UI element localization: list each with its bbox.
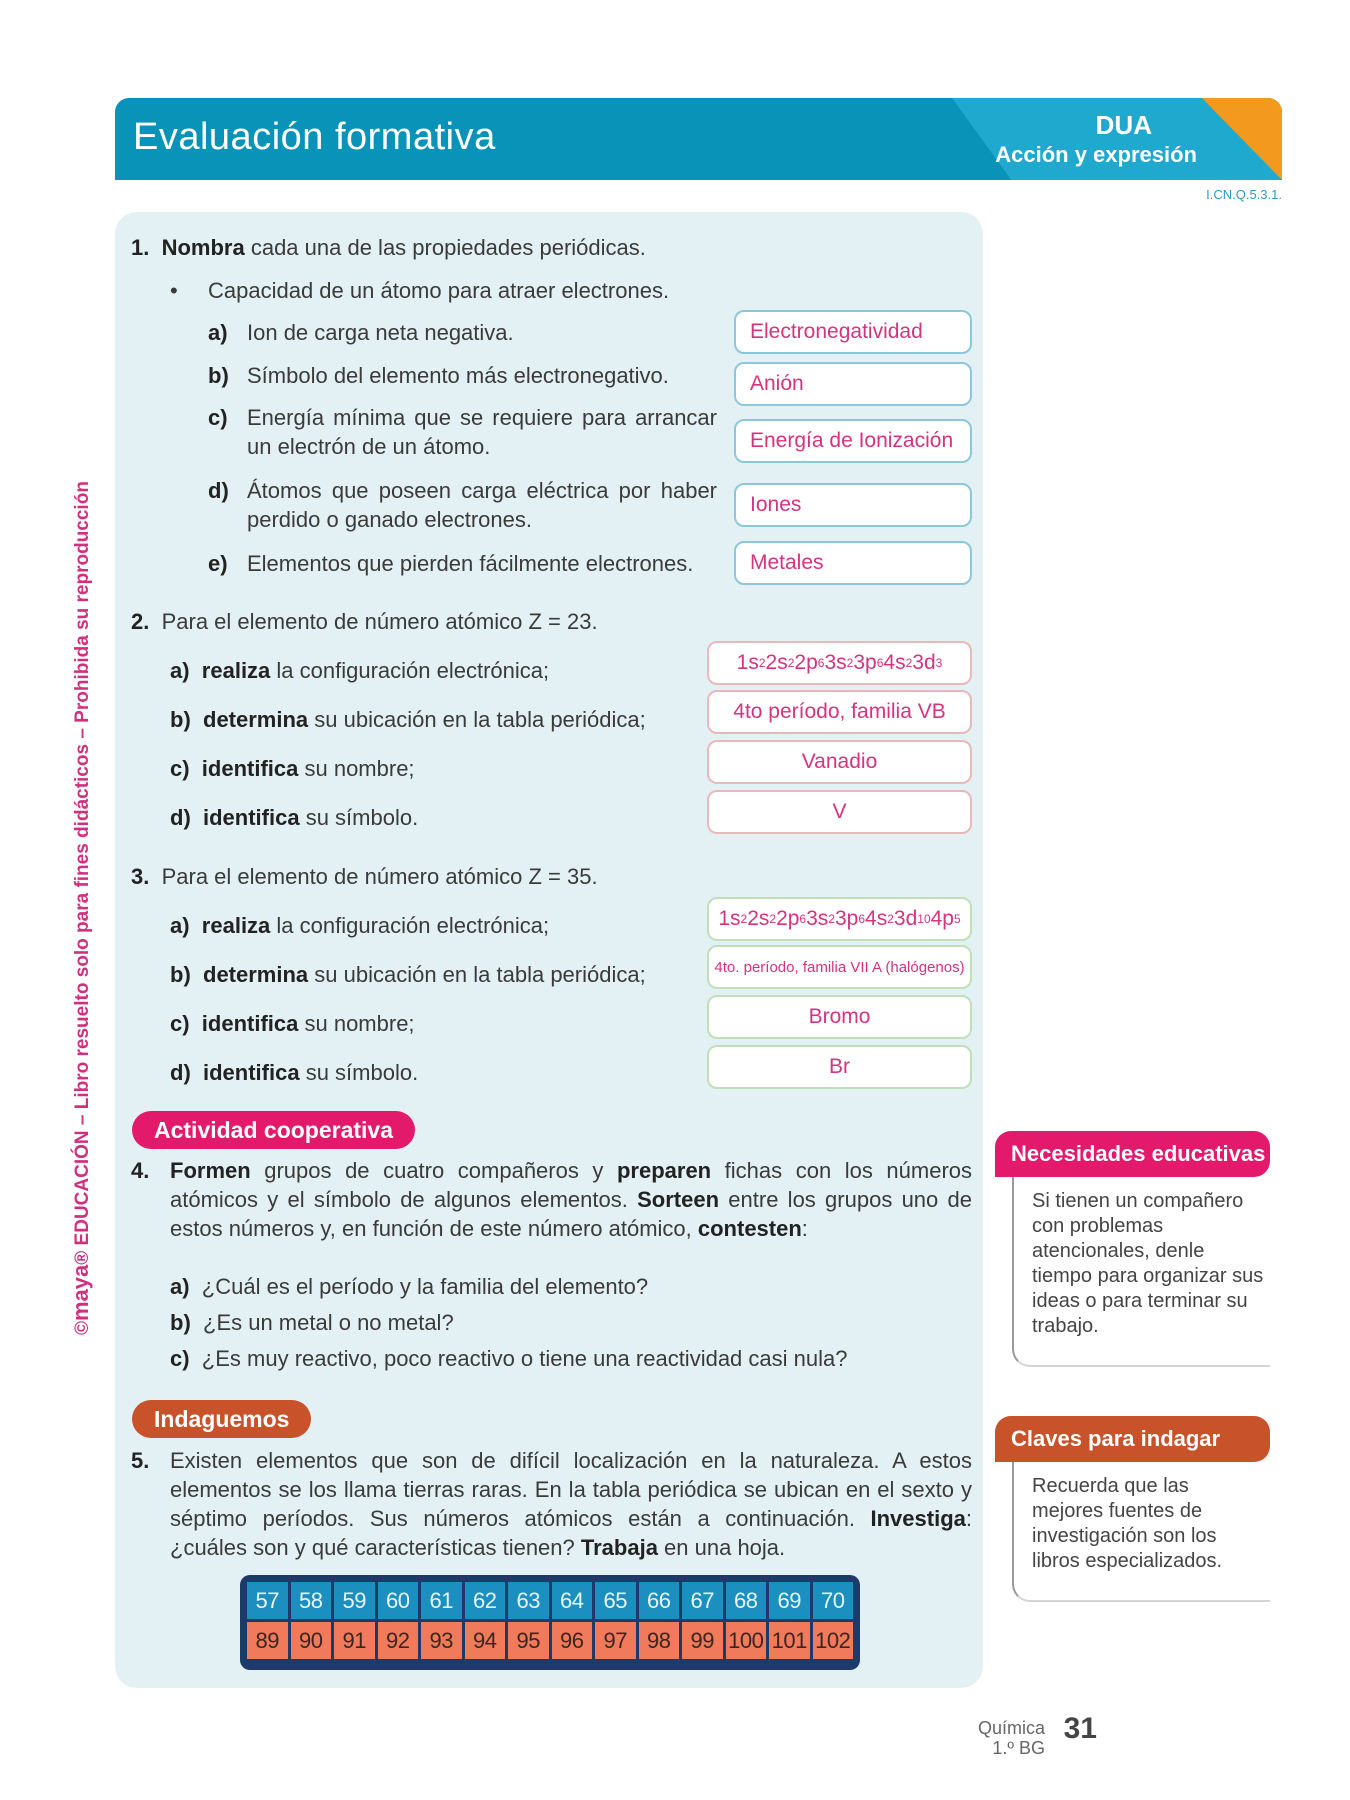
q1-item-c: Energía mínima que se requiere para arrancar un electrón de un átomo. xyxy=(247,405,717,459)
rare-earths-table xyxy=(240,1575,860,1670)
q2-item-a: a) realiza la configuración electrónica; xyxy=(170,658,550,683)
q1-item-d-letter: d) xyxy=(208,478,229,503)
table-cell: 96 xyxy=(552,1622,593,1659)
footer-subject xyxy=(978,1718,1045,1758)
table-cell: 59 xyxy=(334,1582,375,1619)
q2-item-b: b) determina su ubicación en la tabla periódica; xyxy=(170,707,646,732)
q1-bullet-text: Capacidad de un átomo para atraer electrones. xyxy=(208,278,670,303)
q4-item-b: b) ¿Es un metal o no metal? xyxy=(170,1310,454,1335)
table-cell: 65 xyxy=(595,1582,636,1619)
q1-answer-b[interactable]: Anión xyxy=(734,362,972,406)
necesidades-title: Necesidades educativas xyxy=(995,1131,1270,1177)
q3-intro: Para el elemento de número atómico Z = 35. xyxy=(161,864,598,889)
q1-item-e: Elementos que pierden fácilmente electrones. xyxy=(247,551,694,576)
q3-answer-config[interactable]: 1s 2 2s 2 2p 6 3s 2 3p 6 4s 2 3d 10 4p 5 xyxy=(707,897,972,941)
table-cell: 91 xyxy=(334,1622,375,1659)
q3-item-a: a) realiza la configuración electrónica; xyxy=(170,913,550,938)
copyright-vertical xyxy=(68,481,94,1335)
q1-answer-d[interactable]: Iones xyxy=(734,483,972,527)
table-cell: 89 xyxy=(247,1622,288,1659)
table-cell: 68 xyxy=(726,1582,767,1619)
q3-answer-name[interactable]: Bromo xyxy=(707,995,972,1039)
table-cell: 61 xyxy=(421,1582,462,1619)
table-cell: 60 xyxy=(378,1582,419,1619)
dua-subtitle: Acción y expresión xyxy=(995,142,1197,167)
table-cell: 66 xyxy=(639,1582,680,1619)
q4-item-c: c) ¿Es muy reactivo, poco reactivo o tiene una reactividad casi nula? xyxy=(170,1346,848,1371)
brand-name: maya xyxy=(68,1264,93,1321)
q3-answer-location[interactable]: 4to. período, familia VII A (halógenos) xyxy=(707,945,972,989)
table-cell: 63 xyxy=(508,1582,549,1619)
necesidades-body: Si tienen un compañero con problemas atencionales, denle tiempo para organizar sus ideas o para terminar su trabajo. xyxy=(1012,1177,1270,1367)
q1-item-e-letter: e) xyxy=(208,551,228,576)
header-bar xyxy=(115,98,1282,180)
table-cell: 93 xyxy=(421,1622,462,1659)
dua-title: DUA xyxy=(1095,110,1152,140)
table-cell: 101 xyxy=(769,1622,810,1659)
actinides-row xyxy=(247,1622,853,1659)
table-cell: 97 xyxy=(595,1622,636,1659)
claves-body: Recuerda que las mejores fuentes de investigación son los libros especializados. xyxy=(1012,1462,1270,1602)
table-cell: 57 xyxy=(247,1582,288,1619)
indaguemos-pill: Indaguemos xyxy=(132,1400,311,1438)
q4-number: 4. xyxy=(131,1158,150,1183)
q1-answer-e[interactable]: Metales xyxy=(734,541,972,585)
q2-answer-location[interactable]: 4to período, familia VB xyxy=(707,690,972,734)
copyright-text: ® EDUCACIÓN – Libro resuelto solo para fines didácticos – Prohibida su reproducción xyxy=(72,481,93,1265)
table-cell: 100 xyxy=(726,1622,767,1659)
table-cell: 92 xyxy=(378,1622,419,1659)
footer-subject-name: Química xyxy=(977,1718,1045,1738)
q3-item-d: d) identifica su símbolo. xyxy=(170,1060,419,1085)
q5-text: Existen elementos que son de difícil localización en la naturaleza. A estos elementos se los llama tierras raras. En la tabla periódica se ubican en el sexto y séptimo períodos. Sus números atómicos están a continuación. Investiga: ¿cuáles son y qué características tienen? Trabaja en una hoja. xyxy=(170,1448,972,1560)
page-number: 31 xyxy=(1063,1712,1097,1745)
q1-item-b: Símbolo del elemento más electronegativo. xyxy=(247,363,669,388)
q1-item-a: Ion de carga neta negativa. xyxy=(247,320,514,345)
table-cell: 58 xyxy=(291,1582,332,1619)
claves-title: Claves para indagar xyxy=(995,1416,1270,1462)
q5-number: 5. xyxy=(131,1448,150,1473)
q2-answer-symbol[interactable]: V xyxy=(707,790,972,834)
table-cell: 99 xyxy=(682,1622,723,1659)
q4-item-a: a) ¿Cuál es el período y la familia del elemento? xyxy=(170,1274,649,1299)
copyright-symbol: © xyxy=(72,1321,93,1335)
q1-item-b-letter: b) xyxy=(208,363,229,388)
table-cell: 64 xyxy=(552,1582,593,1619)
q1-number: 1. xyxy=(131,235,150,260)
q3-heading xyxy=(131,862,598,891)
q1-heading xyxy=(131,233,646,262)
q3-answer-symbol[interactable]: Br xyxy=(707,1045,972,1089)
q3-number: 3. xyxy=(131,864,150,889)
table-cell: 70 xyxy=(813,1582,854,1619)
skill-code: I.CN.Q.5.3.1. xyxy=(1206,187,1282,202)
q1-answer-a[interactable]: Electronegatividad xyxy=(734,310,972,354)
q2-item-d: d) identifica su símbolo. xyxy=(170,805,419,830)
q1-verb: Nombra xyxy=(161,235,245,260)
table-cell: 98 xyxy=(639,1622,680,1659)
q1-item-a-letter: a) xyxy=(208,320,228,345)
table-cell: 67 xyxy=(682,1582,723,1619)
table-cell: 90 xyxy=(291,1622,332,1659)
table-cell: 95 xyxy=(508,1622,549,1659)
footer-grade: 1.º BG xyxy=(992,1738,1045,1758)
q1-answer-c[interactable]: Energía de Ionización xyxy=(734,419,972,463)
table-cell: 62 xyxy=(465,1582,506,1619)
q2-item-c: c) identifica su nombre; xyxy=(170,756,415,781)
lanthanides-row xyxy=(247,1582,853,1619)
table-cell: 69 xyxy=(769,1582,810,1619)
q1-item-d: Átomos que poseen carga eléctrica por haber perdido o ganado electrones. xyxy=(247,478,717,532)
page-title: Evaluación formativa xyxy=(133,116,496,158)
q3-item-c: c) identifica su nombre; xyxy=(170,1011,415,1036)
q4-text: Formen grupos de cuatro compañeros y preparen fichas con los números atómicos y el símbolo de algunos elementos. Sorteen entre los grupos uno de estos números y, en función de este número atómico, contesten: xyxy=(170,1158,973,1241)
q1-rest: cada una de las propiedades periódicas. xyxy=(244,235,646,260)
q3-item-b: b) determina su ubicación en la tabla periódica; xyxy=(170,962,646,987)
table-cell: 94 xyxy=(465,1622,506,1659)
q2-answer-config[interactable]: 1s 2 2s 2 2p 6 3s 2 3p 6 4s 2 3d 3 xyxy=(707,641,972,685)
q2-answer-name[interactable]: Vanadio xyxy=(707,740,972,784)
table-cell: 102 xyxy=(813,1622,854,1659)
q1-item-c-letter: c) xyxy=(208,405,228,430)
q1-bullet: • xyxy=(170,278,178,303)
q2-number: 2. xyxy=(131,609,150,634)
q2-intro: Para el elemento de número atómico Z = 23. xyxy=(161,609,598,634)
cooperativa-pill: Actividad cooperativa xyxy=(132,1111,415,1149)
q2-heading xyxy=(131,607,598,636)
